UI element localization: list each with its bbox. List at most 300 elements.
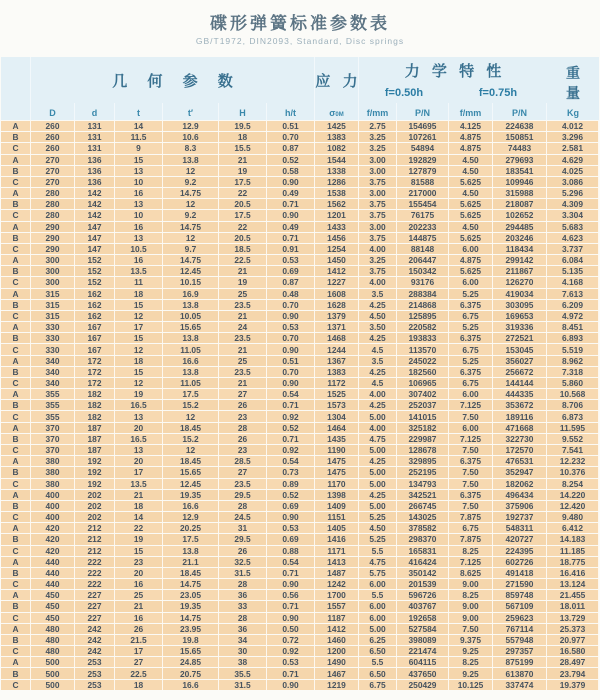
cell: 0.69 [267, 501, 315, 511]
cell: 167 [75, 344, 115, 354]
table-row [1, 120, 599, 131]
cell: 4.168 [547, 277, 599, 287]
cell: 4.25 [359, 400, 397, 410]
cell: 14.75 [163, 613, 219, 623]
cell: 16.5 [115, 400, 163, 410]
table-row [1, 533, 599, 544]
cell: 5.25 [359, 534, 397, 544]
table-row [1, 656, 599, 667]
cell: 182062 [493, 479, 547, 489]
cell: 297357 [493, 646, 547, 656]
cell: 15 [115, 333, 163, 343]
cell: 218087 [493, 199, 547, 209]
cell: 567109 [493, 601, 547, 611]
cell: 12.232 [547, 456, 599, 466]
cell: 6.375 [449, 333, 493, 343]
cell: 3.75 [359, 210, 397, 220]
cell: 8.451 [547, 322, 599, 332]
cell: 325182 [397, 423, 449, 433]
cell: 1200 [315, 646, 359, 656]
cell: 227 [75, 613, 115, 623]
cell: 172 [75, 378, 115, 388]
cell: 355 [31, 389, 75, 399]
page-subtitle: GB/T1972, DIN2093, Standard, Disc springs [195, 36, 405, 46]
cell: 6.00 [359, 613, 397, 623]
cell: 6.209 [547, 300, 599, 310]
cell: 22 [115, 523, 163, 533]
col-header-H: H [219, 103, 267, 120]
cell: 16 [115, 579, 163, 589]
cell: 8.3 [163, 143, 219, 153]
cell: 0.87 [267, 143, 315, 153]
table-row [1, 221, 599, 232]
cell: 4.25 [359, 490, 397, 500]
cell: 0.69 [267, 534, 315, 544]
cell: 6.75 [449, 523, 493, 533]
cell: 152 [75, 277, 115, 287]
cell: 23.95 [163, 624, 219, 634]
cell: 13 [115, 166, 163, 176]
cell: 172 [75, 367, 115, 377]
cell: 22.5 [115, 668, 163, 678]
cell: 23 [219, 445, 267, 455]
cell: 142 [75, 210, 115, 220]
cell: 1412 [315, 266, 359, 276]
cell: 76175 [397, 210, 449, 220]
cell: 26 [115, 624, 163, 634]
series-label: B [1, 166, 31, 176]
col-header-f075-fmm: f/mm [449, 103, 493, 120]
cell: 19 [115, 534, 163, 544]
cell: 11 [115, 277, 163, 287]
cell: 6.75 [359, 680, 397, 690]
cell: 5.5 [359, 657, 397, 667]
cell: 0.58 [267, 166, 315, 176]
cell: 6.00 [449, 244, 493, 254]
table-row [1, 679, 599, 690]
cell: 93176 [397, 277, 449, 287]
table-row [1, 154, 599, 165]
cell: 253 [75, 668, 115, 678]
cell: 1628 [315, 300, 359, 310]
cell: 1409 [315, 501, 359, 511]
cell: 23.5 [219, 367, 267, 377]
cell: 260 [31, 121, 75, 131]
series-label: A [1, 624, 31, 634]
cell: 5.25 [359, 512, 397, 522]
cell: 212 [75, 523, 115, 533]
cell: 147 [75, 222, 115, 232]
cell: 3.75 [359, 177, 397, 187]
cell: 7.875 [449, 512, 493, 522]
cell: 13.8 [163, 300, 219, 310]
cell: 0.50 [267, 624, 315, 634]
cell: 17 [115, 467, 163, 477]
cell: 6.893 [547, 333, 599, 343]
cell: 4.629 [547, 155, 599, 165]
cell: 4.75 [359, 434, 397, 444]
cell: 6.084 [547, 255, 599, 265]
cell: 279693 [493, 155, 547, 165]
cell: 3.50 [359, 322, 397, 332]
cell: 18.45 [163, 456, 219, 466]
cell: 9.2 [163, 177, 219, 187]
cell: 3.5 [359, 356, 397, 366]
cell: 4.75 [359, 557, 397, 567]
cell: 1383 [315, 367, 359, 377]
cell: 280 [31, 199, 75, 209]
table-row [1, 455, 599, 466]
cell: 7.125 [449, 400, 493, 410]
cell: 300 [31, 255, 75, 265]
cell: 162 [75, 300, 115, 310]
cell: 15 [115, 367, 163, 377]
cell: 329895 [397, 456, 449, 466]
cell: 19 [115, 389, 163, 399]
cell: 28 [219, 501, 267, 511]
cell: 315 [31, 289, 75, 299]
cell: 217000 [397, 188, 449, 198]
cell: 4.50 [359, 523, 397, 533]
cell: 253 [75, 680, 115, 690]
series-label: C [1, 277, 31, 287]
cell: 1557 [315, 601, 359, 611]
cell: 14 [115, 512, 163, 522]
col-header-d: d [75, 103, 115, 120]
cell: 5.00 [359, 501, 397, 511]
cell: 35.5 [219, 668, 267, 678]
cell: 0.71 [267, 434, 315, 444]
cell: 7.50 [449, 624, 493, 634]
cell: 419034 [493, 289, 547, 299]
cell: 440 [31, 579, 75, 589]
cell: 36 [219, 624, 267, 634]
cell: 192829 [397, 155, 449, 165]
cell: 5.00 [359, 411, 397, 421]
cell: 13.8 [163, 333, 219, 343]
cell: 5.00 [359, 624, 397, 634]
series-label: B [1, 434, 31, 444]
header-mechanical-group [359, 57, 547, 83]
cell: 375906 [493, 501, 547, 511]
cell: 253 [75, 657, 115, 667]
cell: 0.71 [267, 668, 315, 678]
cell: 22 [219, 222, 267, 232]
cell: 0.72 [267, 635, 315, 645]
cell: 5.5 [359, 546, 397, 556]
cell: 242 [75, 635, 115, 645]
cell: 1383 [315, 132, 359, 142]
table-row [1, 243, 599, 254]
cell: 12 [115, 378, 163, 388]
cell: 3.75 [359, 233, 397, 243]
cell: 1379 [315, 311, 359, 321]
cell: 7.50 [449, 411, 493, 421]
cell: 13.729 [547, 613, 599, 623]
cell: 0.53 [267, 255, 315, 265]
cell: 128678 [397, 445, 449, 455]
cell: 9.25 [449, 646, 493, 656]
col-header-t: t [115, 103, 163, 120]
cell: 125895 [397, 311, 449, 321]
cell: 604115 [397, 657, 449, 667]
cell: 260 [31, 143, 75, 153]
cell: 27 [219, 389, 267, 399]
cell: 26 [219, 434, 267, 444]
series-label: C [1, 378, 31, 388]
cell: 1338 [315, 166, 359, 176]
header-stress-label: 应 力 [315, 72, 362, 90]
cell: 14 [115, 121, 163, 131]
cell: 187 [75, 423, 115, 433]
cell: 23.5 [219, 300, 267, 310]
cell: 500 [31, 680, 75, 690]
cell: 0.52 [267, 423, 315, 433]
series-label: B [1, 601, 31, 611]
cell: 4.623 [547, 233, 599, 243]
cell: 270 [31, 177, 75, 187]
cell: 30 [219, 646, 267, 656]
cell: 202 [75, 512, 115, 522]
cell: 3.5 [359, 289, 397, 299]
cell: 527584 [397, 624, 449, 634]
table-row [1, 165, 599, 176]
cell: 127879 [397, 166, 449, 176]
cell: 6.00 [359, 601, 397, 611]
cell: 36 [219, 590, 267, 600]
cell: 1254 [315, 244, 359, 254]
cell: 0.70 [267, 367, 315, 377]
cell: 20.5 [219, 233, 267, 243]
cell: 12 [163, 445, 219, 455]
cell: 12.420 [547, 501, 599, 511]
cell: 1151 [315, 512, 359, 522]
cell: 4.25 [359, 367, 397, 377]
cell: 192737 [493, 512, 547, 522]
cell: 16.5 [115, 434, 163, 444]
cell: 24.85 [163, 657, 219, 667]
series-label: B [1, 132, 31, 142]
cell: 17.5 [219, 177, 267, 187]
cell: 352947 [493, 467, 547, 477]
cell: 15 [115, 155, 163, 165]
cell: 1475 [315, 456, 359, 466]
series-label: C [1, 479, 31, 489]
cell: 380 [31, 479, 75, 489]
cell: 21.5 [115, 635, 163, 645]
cell: 0.73 [267, 467, 315, 477]
table-row [1, 422, 599, 433]
cell: 1467 [315, 668, 359, 678]
table-row [1, 433, 599, 444]
cell: 4.00 [359, 389, 397, 399]
cell: 147 [75, 233, 115, 243]
cell: 0.92 [267, 646, 315, 656]
cell: 9.25 [449, 668, 493, 678]
cell: 102652 [493, 210, 547, 220]
cell: 9.2 [163, 210, 219, 220]
cell: 342521 [397, 490, 449, 500]
table-row [1, 355, 599, 366]
table-row [1, 131, 599, 142]
cell: 420 [31, 534, 75, 544]
cell: 500 [31, 668, 75, 678]
cell: 0.90 [267, 512, 315, 522]
cell: 193833 [397, 333, 449, 343]
cell: 1562 [315, 199, 359, 209]
cell: 440 [31, 568, 75, 578]
series-label: B [1, 635, 31, 645]
cell: 182 [75, 389, 115, 399]
cell: 8.25 [449, 546, 493, 556]
cell: 0.90 [267, 613, 315, 623]
cell: 500 [31, 657, 75, 667]
table-row [1, 176, 599, 187]
cell: 5.25 [449, 356, 493, 366]
col-header-D: D [31, 103, 75, 120]
cell: 14.75 [163, 579, 219, 589]
cell: 5.625 [449, 199, 493, 209]
cell: 1435 [315, 434, 359, 444]
series-label: A [1, 356, 31, 366]
cell: 875199 [493, 657, 547, 667]
cell: 18 [219, 132, 267, 142]
cell: 1405 [315, 523, 359, 533]
cell: 203246 [493, 233, 547, 243]
cell: 3.00 [359, 188, 397, 198]
series-label: A [1, 121, 31, 131]
cell: 252195 [397, 467, 449, 477]
cell: 21.1 [163, 557, 219, 567]
cell: 16.6 [163, 680, 219, 690]
cell: 17.5 [219, 210, 267, 220]
cell: 7.613 [547, 289, 599, 299]
cell: 18 [115, 501, 163, 511]
cell: 126270 [493, 277, 547, 287]
cell: 0.56 [267, 590, 315, 600]
cell: 202 [75, 490, 115, 500]
series-label: C [1, 311, 31, 321]
table-row [1, 478, 599, 489]
cell: 27 [219, 467, 267, 477]
cell: 767114 [493, 624, 547, 634]
cell: 4.5 [359, 378, 397, 388]
cell: 136 [75, 177, 115, 187]
cell: 16.416 [547, 568, 599, 578]
cell: 256672 [493, 367, 547, 377]
cell: 0.53 [267, 657, 315, 667]
cell: 4.25 [359, 333, 397, 343]
col-header-type [1, 103, 31, 120]
cell: 29.5 [219, 490, 267, 500]
cell: 5.75 [359, 568, 397, 578]
cell: 20 [115, 423, 163, 433]
series-label: C [1, 546, 31, 556]
table-row [1, 232, 599, 243]
page-title: 碟形弹簧标准参数表 [210, 14, 390, 33]
table-row [1, 667, 599, 678]
series-label: A [1, 423, 31, 433]
cell: 4.50 [449, 188, 493, 198]
cell: 131 [75, 132, 115, 142]
cell: 7.50 [449, 479, 493, 489]
cell: 5.683 [547, 222, 599, 232]
cell: 54894 [397, 143, 449, 153]
cell: 1170 [315, 479, 359, 489]
cell: 480 [31, 646, 75, 656]
header-geometry-group [31, 57, 315, 103]
cell: 10.5 [115, 244, 163, 254]
cell: 81588 [397, 177, 449, 187]
cell: 25.373 [547, 624, 599, 634]
cell: 19.35 [163, 601, 219, 611]
series-label: C [1, 646, 31, 656]
cell: 0.92 [267, 411, 315, 421]
cell: 4.50 [449, 166, 493, 176]
cell: 220582 [397, 322, 449, 332]
cell: 0.88 [267, 546, 315, 556]
table-row [1, 388, 599, 399]
cell: 14.75 [163, 222, 219, 232]
series-label: C [1, 613, 31, 623]
cell: 5.625 [449, 233, 493, 243]
cell: 3.25 [359, 143, 397, 153]
cell: 1425 [315, 121, 359, 131]
cell: 23.5 [219, 333, 267, 343]
cell: 13.8 [163, 155, 219, 165]
cell: 13.124 [547, 579, 599, 589]
cell: 8.25 [449, 590, 493, 600]
cell: 15.65 [163, 467, 219, 477]
cell: 0.49 [267, 222, 315, 232]
cell: 13.8 [163, 546, 219, 556]
col-header-t-prime: t′ [163, 103, 219, 120]
cell: 420 [31, 523, 75, 533]
cell: 20 [115, 568, 163, 578]
cell: 21 [219, 155, 267, 165]
cell: 9.00 [449, 601, 493, 611]
cell: 1082 [315, 143, 359, 153]
cell: 0.92 [267, 445, 315, 455]
cell: 11.185 [547, 546, 599, 556]
cell: 28 [219, 579, 267, 589]
cell: 192 [75, 467, 115, 477]
cell: 19.8 [163, 635, 219, 645]
cell: 18 [115, 356, 163, 366]
cell: 150851 [493, 132, 547, 142]
cell: 260 [31, 132, 75, 142]
col-header-h-over-t: h/t [267, 103, 315, 120]
header-weight-line1: 重 [566, 65, 580, 81]
cell: 5.135 [547, 266, 599, 276]
series-label: B [1, 668, 31, 678]
cell: 21 [115, 601, 163, 611]
cell: 6.00 [449, 423, 493, 433]
table-row [1, 310, 599, 321]
cell: 147 [75, 244, 115, 254]
cell: 1608 [315, 289, 359, 299]
cell: 6.412 [547, 523, 599, 533]
cell: 0.90 [267, 378, 315, 388]
cell: 21 [219, 378, 267, 388]
series-label: A [1, 255, 31, 265]
cell: 9.552 [547, 434, 599, 444]
cell: 34 [219, 635, 267, 645]
cell: 9.00 [449, 579, 493, 589]
cell: 3.00 [359, 155, 397, 165]
table-row [1, 466, 599, 477]
cell: 290 [31, 222, 75, 232]
